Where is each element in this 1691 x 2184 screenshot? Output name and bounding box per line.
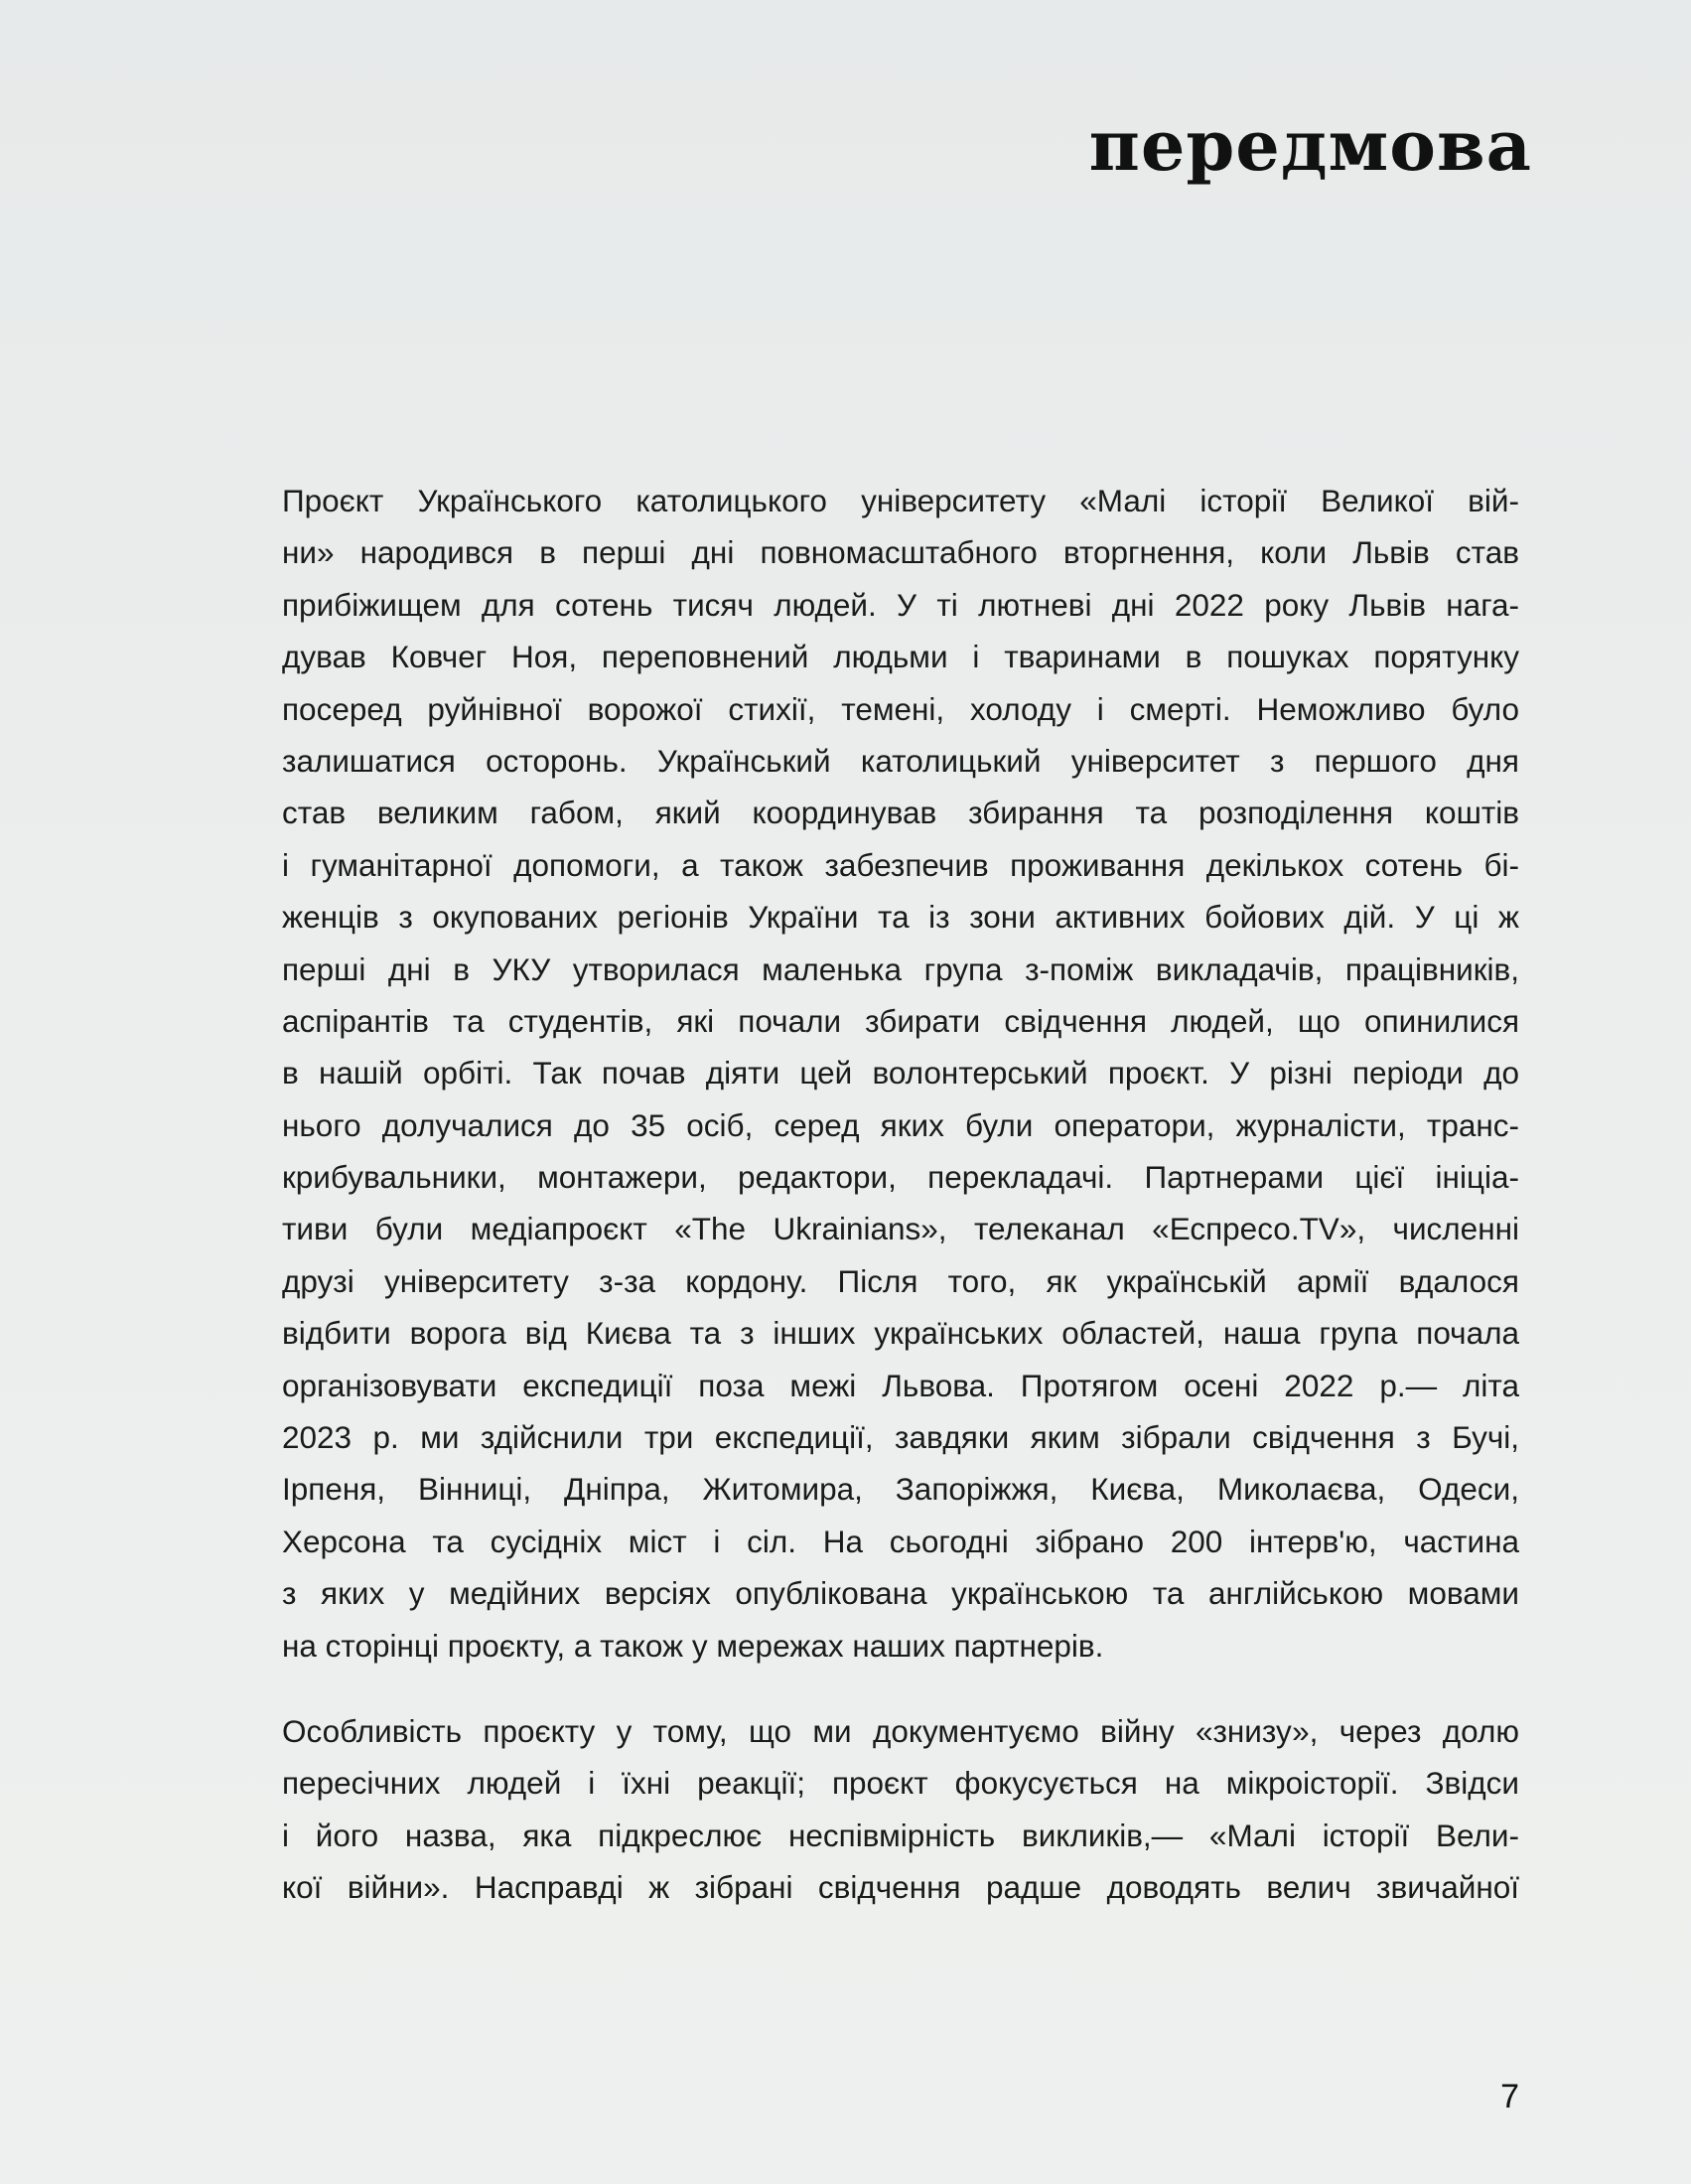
text-line: залишатися осторонь. Український католицький університет з першого дня <box>282 742 1519 779</box>
paragraph-1 <box>282 475 1519 1672</box>
text-line: 2023 р. ми здійснили три експедиції, завдяки яким зібрали свідчення з Бучі, <box>282 1419 1519 1456</box>
text-line: на сторінці проєкту, а також у мережах наших партнерів. <box>282 1627 1104 1664</box>
text-line: перші дні в УКУ утворилася маленька група з-поміж викладачів, працівників, <box>282 950 1519 987</box>
page-number: 7 <box>1500 2078 1519 2115</box>
text-line: Херсона та сусідніх міст і сіл. На сьогодні зібрано 200 інтерв'ю, частина <box>282 1523 1519 1559</box>
text-line: тиви були медіапроєкт «The Ukrainians», телеканал «Еспресо.TV», численні <box>282 1211 1519 1247</box>
text-line: з яких у медійних версіях опублікована українською та англійською мовами <box>282 1575 1519 1612</box>
text-line: і його назва, яка підкреслює неспівмірність викликів,— «Малі історії Вели- <box>282 1817 1519 1853</box>
text-line: Проєкт Українського католицького університету «Малі історії Великої вій- <box>282 483 1519 518</box>
text-line: женців з окупованих регіонів України та із зони активних бойових дій. У ці ж <box>282 899 1519 936</box>
text-line: і гуманітарної допомоги, а також забезпечив проживання декількох сотень бі- <box>282 846 1519 883</box>
text-line: нього долучалися до 35 осіб, серед яких були оператори, журналісти, транс- <box>282 1106 1519 1143</box>
text-line: посеред руйнівної ворожої стихії, темені, холоду і смерті. Неможливо було <box>282 690 1519 727</box>
text-line: пересічних людей і їхні реакції; проєкт фокусується на мікроісторії. Звідси <box>282 1765 1519 1802</box>
text-line: став великим габом, який координував збирання та розподілення коштів <box>282 795 1519 831</box>
text-line: аспірантів та студентів, які почали збирати свідчення людей, що опинилися <box>282 1002 1519 1039</box>
text-line: прибіжищем для сотень тисяч людей. У ті лютневі дні 2022 року Львів нага- <box>282 586 1519 623</box>
text-line: дував Ковчег Ноя, переповнений людьми і тваринами в пошуках порятунку <box>282 639 1519 675</box>
text-line: крибувальники, монтажери, редактори, перекладачі. Партнерами цієї ініціа- <box>282 1159 1519 1196</box>
text-line: Особливість проєкту у тому, що ми документуємо війну «знизу», через долю <box>282 1712 1519 1749</box>
paragraph-2 <box>282 1705 1519 1914</box>
text-line: друзі університету з-за кордону. Після того, як українській армії вдалося <box>282 1262 1519 1299</box>
body-text <box>282 475 1519 1914</box>
paragraph-gap <box>282 1672 1519 1705</box>
text-line: ни» народився в перші дні повномасштабного вторгнення, коли Львів став <box>282 534 1519 571</box>
text-line: в нашій орбіті. Так почав діяти цей волонтерський проєкт. У різні періоди до <box>282 1055 1519 1092</box>
text-line: організовувати експедиції поза межі Львова. Протягом осені 2022 р.— літа <box>282 1367 1519 1403</box>
text-line: Ірпеня, Вінниці, Дніпра, Житомира, Запоріжжя, Києва, Миколаєва, Одеси, <box>282 1471 1519 1508</box>
text-line: кої війни». Насправді ж зібрані свідчення радше доводять велич звичайної <box>282 1869 1519 1906</box>
text-line: відбити ворога від Києва та з інших українських областей, наша група почала <box>282 1315 1519 1352</box>
page-title: передмова <box>1088 104 1532 187</box>
